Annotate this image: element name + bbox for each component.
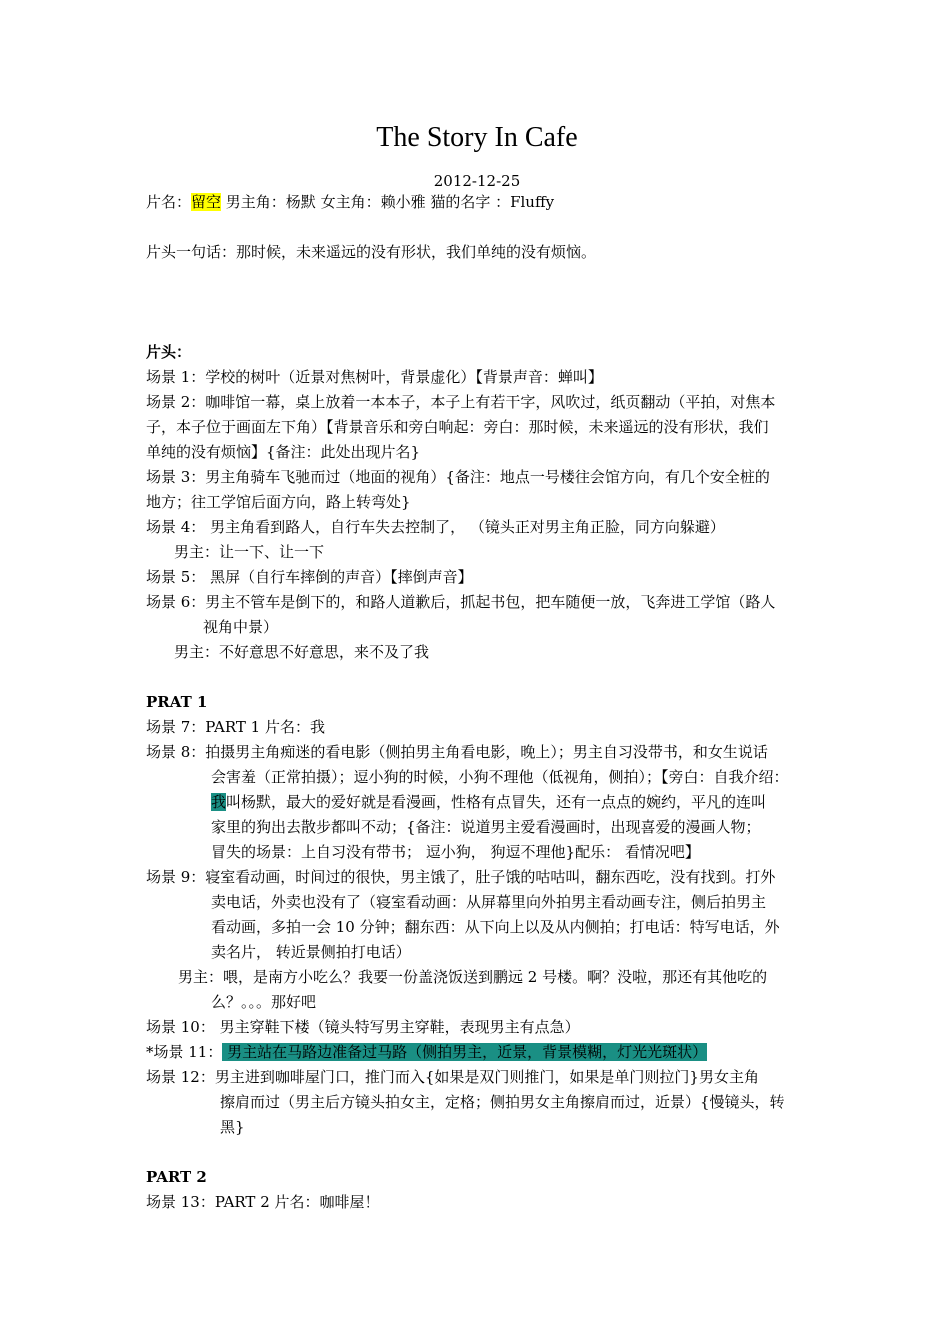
scene-4: 场景 4： 男主角看到路人，自行车失去控制了， （镜头正对男主角正脸，同方向躲避）	[146, 518, 725, 536]
scene-7: 场景 7：PART 1 片名：我	[146, 718, 325, 736]
scene-11-highlight: 男主站在马路边准备过马路（侧拍男主，近景，背景模糊，灯光光斑状）	[222, 1043, 708, 1061]
scene-4-dialogue: 男主：让一下、让一下	[174, 543, 325, 561]
scene-12-line-1: 场景 12：男主进到咖啡屋门口，推门而入{如果是双门则推门，如果是单门则拉门}男女主角	[146, 1068, 759, 1086]
scene-2-line-2: 子，本子位于画面左下角）【背景音乐和旁白响起：旁白：那时候，未来遥远的没有形状，我们	[146, 418, 769, 436]
scene-9-line-2: 卖电话，外卖也没有了（寝室看动画：从屏幕里向外拍男主看动画专注，侧后拍男主	[211, 893, 767, 911]
scene-2-line-1: 场景 2：咖啡馆一幕，桌上放着一本本子，本子上有若干字，风吹过，纸页翻动（平拍，对焦本	[146, 393, 776, 411]
scene-8-line-5: 冒失的场景：上自习没有带书； 逗小狗， 狗逗不理他}配乐： 看情况吧】	[211, 843, 700, 861]
scene-9-line-1: 场景 9：寝室看动画，时间过的很快，男主饿了，肚子饿的咕咕叫，翻东西吃，没有找到。打外	[146, 868, 776, 886]
doc-date: 2012-12-25	[433, 172, 521, 190]
scene-8-line-4: 家里的狗出去散步都叫不动；{备注：说道男主爱看漫画时，出现喜爱的漫画人物；	[211, 818, 761, 836]
scene-2-line-3: 单纯的没有烦恼】{备注：此处出现片名}	[146, 443, 421, 461]
info-line	[146, 190, 554, 215]
scene-8-line-2: 会害羞（正常拍摄）；逗小狗的时候，小狗不理他（低视角，侧拍）；【旁白：自我介绍：	[211, 768, 789, 786]
scene-9-line-4: 卖名片， 转近景侧拍打电话）	[211, 943, 411, 961]
scene-8-line-1: 场景 8：拍摄男主角痴迷的看电影（侧拍男主角看电影，晚上）；男主自习没带书，和女生说话	[146, 743, 768, 761]
scene-12-line-2: 擦肩而过（男主后方镜头拍女主，定格；侧拍男女主角擦肩而过，近景）{慢镜头，转	[220, 1093, 785, 1111]
scene-9-dialogue-line-1: 男主：喂，是南方小吃么？我要一份盖浇饭送到鹏远 2 号楼。啊？没啦，那还有其他吃的	[178, 968, 768, 986]
scene-1: 场景 1：学校的树叶（近景对焦树叶，背景虚化）【背景声音：蝉叫】	[146, 368, 603, 386]
part1-heading: PRAT 1	[146, 693, 208, 711]
scene-11-label: *场景 11：	[146, 1043, 223, 1061]
scene-10: 场景 10： 男主穿鞋下楼（镜头特写男主穿鞋，表现男主有点急）	[146, 1018, 580, 1036]
part2-heading: PART 2	[146, 1168, 207, 1186]
scene-8-line-3-rest: 叫杨默，最大的爱好就是看漫画，性格有点冒失，还有一点点的婉约，平凡的连叫	[226, 793, 767, 811]
tagline: 片头一句话：那时候，未来遥远的没有形状，我们单纯的没有烦恼。	[146, 243, 597, 261]
scene-3-line-1: 场景 3：男主角骑车飞驰而过（地面的视角）{备注：地点一号楼往会馆方向，有几个安全桩的	[146, 468, 770, 486]
name-label: 片名：	[146, 193, 192, 211]
highlighted-word: 我	[211, 793, 227, 811]
scene-6-line-1: 场景 6：男主不管车是倒下的，和路人道歉后，抓起书包，把车随便一放，飞奔进工学馆（路人	[146, 593, 776, 611]
name-value-highlight: 留空	[191, 193, 222, 211]
scene-9-line-3: 看动画，多拍一会 10 分钟；翻东西：从下向上以及从内侧拍；打电话：特写电话，外	[211, 918, 780, 936]
scene-6-dialogue: 男主：不好意思不好意思，来不及了我	[174, 643, 430, 661]
scene-6-line-2: 视角中景）	[203, 618, 279, 636]
scene-9-dialogue-line-2: 么？。。。那好吧	[211, 993, 317, 1011]
scene-8-line-3	[211, 790, 766, 815]
doc-title: The Story In Cafe	[376, 122, 578, 153]
scene-11	[146, 1040, 707, 1065]
opening-heading: 片头：	[146, 343, 192, 361]
scene-5: 场景 5： 黑屏（自行车摔倒的声音）【摔倒声音】	[146, 568, 473, 586]
scene-3-line-2: 地方；往工学馆后面方向，路上转弯处}	[146, 493, 411, 511]
scene-12-line-3: 黑}	[220, 1118, 245, 1136]
scene-13: 场景 13：PART 2 片名：咖啡屋！	[146, 1193, 380, 1211]
cast-info: 男主角：杨默 女主角：赖小雅 猫的名字 ：Fluffy	[221, 193, 555, 211]
